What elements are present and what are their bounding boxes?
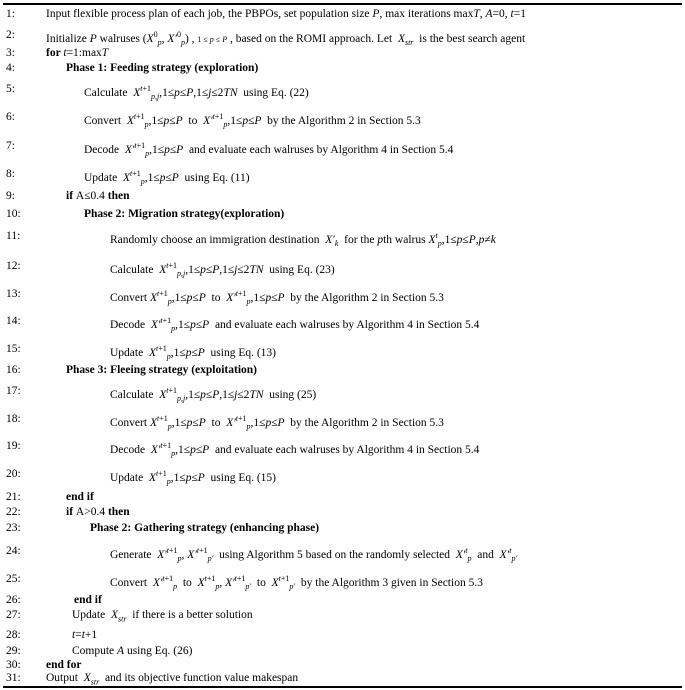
- line-number: 14:: [6, 315, 21, 327]
- line-text: end if: [74, 594, 102, 606]
- line-text: Decode $X'^{t+1}_p,1\le p\le P$ and evaluate each walruses by Algorithm 4 in Section 5.4: [110, 316, 480, 334]
- line-text: Decode $X'^{t+1}_p,1\le p\le P$ and evaluate each walruses by Algorithm 4 in Section 5.4: [84, 141, 454, 159]
- line-text: Generate $X'^{t+1}_p$, $X'^{t+1}_{p'}$ using Algorithm 5 based on the randomly selected $X'^t_p$ and $X'^t_{p'}$: [110, 546, 518, 564]
- line-number: 19:: [6, 440, 21, 452]
- line-number: 27:: [6, 609, 21, 621]
- line-text: Convert $X^{t+1}_p,1\le p\le P$ to $X'^{t+1}_p,1\le p\le P$ by the Algorithm 2 in Section 5.3: [110, 289, 444, 307]
- line-number: 17:: [6, 385, 21, 397]
- line-number: 10:: [6, 208, 21, 220]
- top-rule: [3, 3, 682, 5]
- line-text: Calculate $X^{t+1}_{p,j},1\le p\le P,1\le j\le 2TN$ using (25): [110, 386, 317, 404]
- line-number: 23:: [6, 522, 21, 534]
- line-text: Convert $X^{t+1}_p,1\le p\le P$ to $X'^{t+1}_p,1\le p\le P$ by the Algorithm 2 in Section 5.3: [84, 112, 421, 130]
- line-text: Decode $X'^{t+1}_p,1\le p\le P$ and evaluate each walruses by Algorithm 4 in Section 5.4: [110, 441, 480, 459]
- line-text: if A>0.4 then: [66, 506, 130, 518]
- line-number: 16:: [6, 364, 21, 376]
- line-number: 3:: [6, 47, 15, 59]
- line-number: 25:: [6, 573, 21, 585]
- line-number: 31:: [6, 672, 21, 684]
- line-text: Calculate $X^{t+1}_{p,j},1\le p\le P,1\le j\le 2TN$ using Eq. (23): [110, 261, 335, 279]
- bottom-rule: [3, 686, 682, 688]
- phase-heading: Phase 3: Fleeing strategy (exploitation): [66, 364, 257, 376]
- line-number: 9:: [6, 190, 15, 202]
- line-text: Update $X^{t+1}_p,1\le p\le P$ using Eq. (11): [84, 169, 250, 187]
- line-text: Update $X_{str}$ if there is a better solution: [72, 609, 253, 624]
- line-text: Update $X^{t+1}_p,1\le p\le P$ using Eq. (15): [110, 469, 277, 487]
- phase-heading: Phase 2: Migration strategy(exploration): [84, 208, 285, 220]
- line-text: Calculate $X^{t+1}_{p,j},1\le p\le P,1\le j\le 2TN$ using Eq. (22): [84, 84, 309, 102]
- phase-heading: Phase 1: Feeding strategy (exploration): [66, 62, 259, 74]
- line-text: Convert $X^{t+1}_p,1\le p\le P$ to $X'^{t+1}_p,1\le p\le P$ by the Algorithm 2 in Section 5.3: [110, 414, 444, 432]
- line-number: 18:: [6, 413, 21, 425]
- line-text: Output $X_{str}$ and its objective function value makespan: [46, 672, 299, 687]
- line-number: 5:: [6, 83, 15, 95]
- line-number: 29:: [6, 645, 21, 657]
- line-text: if A≤0.4 then: [66, 190, 130, 202]
- line-number: 15:: [6, 343, 21, 355]
- line-number: 1:: [6, 8, 15, 20]
- line-number: 7:: [6, 140, 15, 152]
- line-number: 26:: [6, 594, 21, 606]
- line-text: end if: [66, 491, 94, 503]
- line-text: Input flexible process plan of each job, the PBPOs, set population size P, max iterations maxT, A=0, t=1: [46, 8, 526, 20]
- line-number: 21:: [6, 491, 21, 503]
- phase-heading: Phase 2: Gathering strategy (enhancing phase): [90, 522, 320, 534]
- line-number: 2:: [6, 29, 15, 41]
- line-number: 4:: [6, 62, 15, 74]
- line-number: 12:: [6, 260, 21, 272]
- line-text: Initialize P walruses ($X^0_p$, $X'^0_p$) , 1 ≤ p ≤ P , based on the ROMI approach. Let $X_{str}$ is the best search agent: [46, 30, 526, 48]
- line-text: end for: [46, 659, 82, 671]
- line-number: 24:: [6, 545, 21, 557]
- line-number: 8:: [6, 168, 15, 180]
- line-text: Convert $X'^{t+1}_p$ to $X^{t+1}_p$, $X'^{t+1}_{p'}$ to $X^{t+1}_{p'}$ by the Algorithm 3 given in Section 5.3: [110, 574, 483, 592]
- line-number: 20:: [6, 468, 21, 480]
- line-number: 11:: [6, 230, 21, 242]
- line-number: 6:: [6, 111, 15, 123]
- line-text: for t=1:maxT: [46, 47, 109, 59]
- line-number: 28:: [6, 629, 21, 641]
- line-number: 13:: [6, 288, 21, 300]
- line-number: 22:: [6, 506, 21, 518]
- line-text: Randomly choose an immigration destination $X'_k$ for the pth walrus $X^t_p,1\le p\le P,p\ne k$: [110, 231, 496, 249]
- line-text: t=t+1: [72, 629, 98, 641]
- line-text: Compute A using Eq. (26): [72, 645, 193, 657]
- line-text: Update $X^{t+1}_p,1\le p\le P$ using Eq. (13): [110, 344, 277, 362]
- line-number: 30:: [6, 659, 21, 671]
